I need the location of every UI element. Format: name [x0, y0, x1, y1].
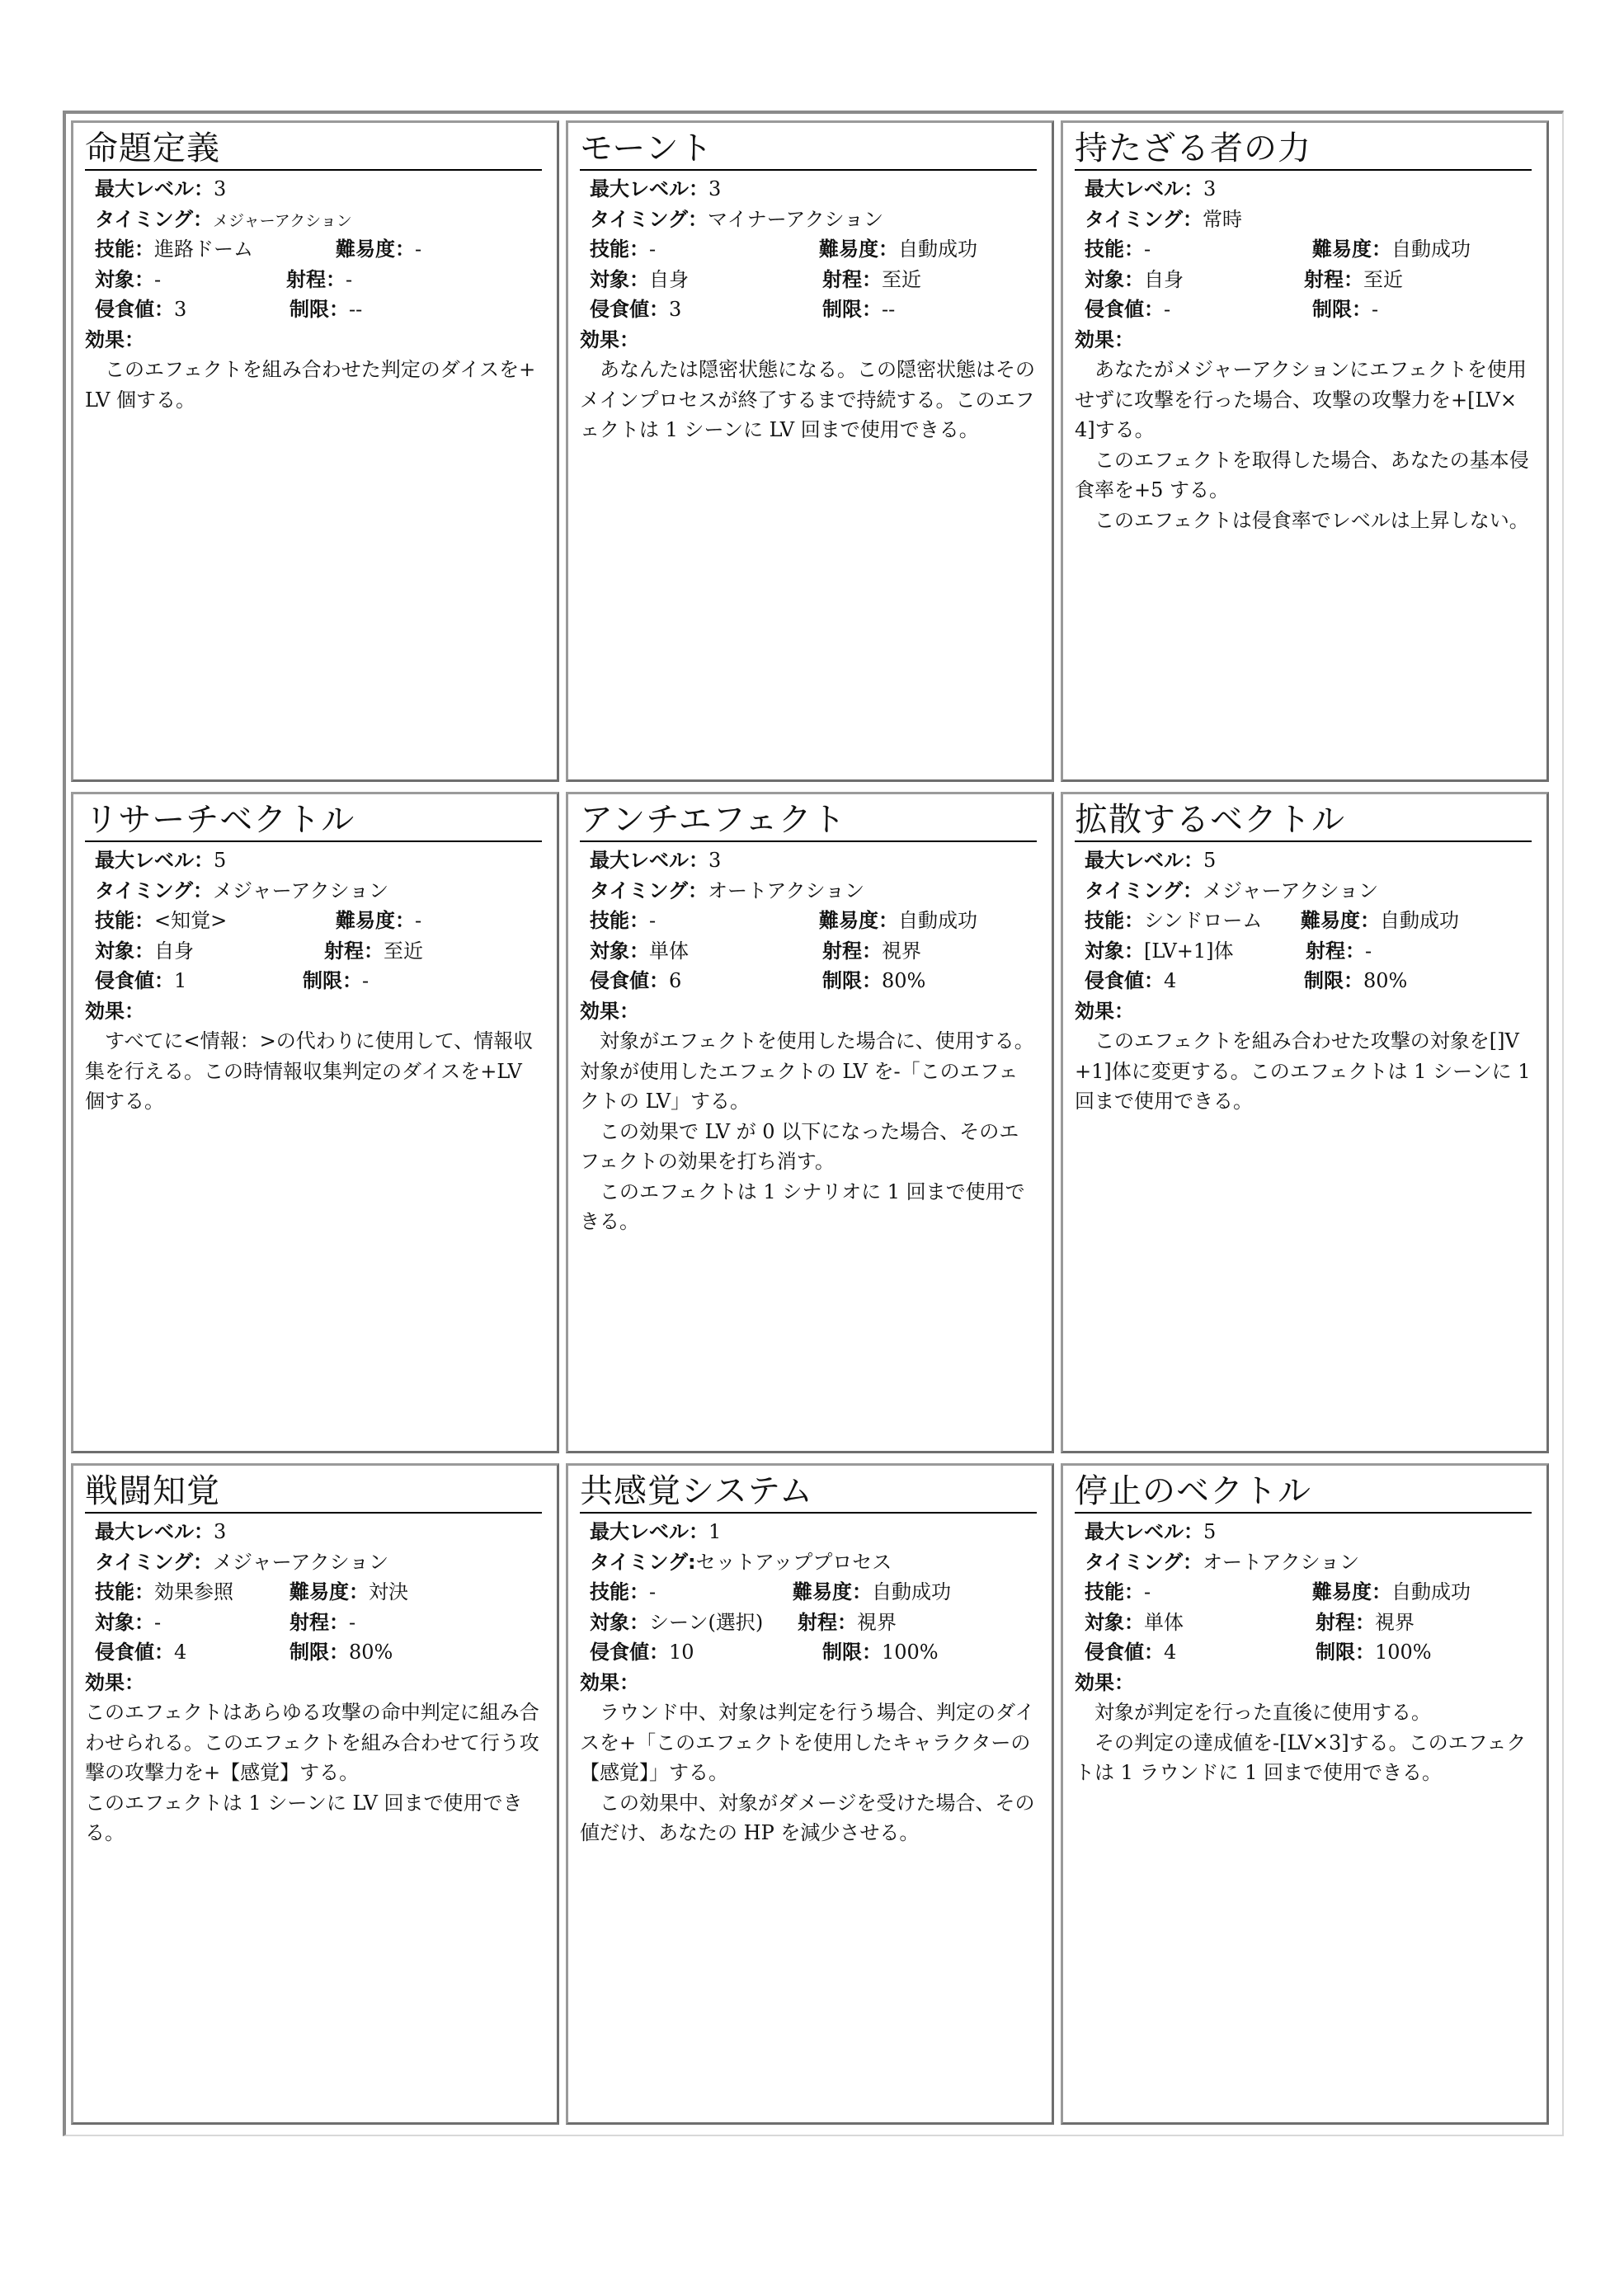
max-level-label: 最大レベル： [590, 177, 708, 200]
difficulty-label: 難易度： [336, 238, 415, 261]
difficulty-value: 自動成功 [898, 909, 977, 932]
stat-row-target [95, 265, 545, 295]
range-value: 至近 [1363, 267, 1403, 291]
range-value: 至近 [384, 939, 423, 963]
skill-label: 技能： [590, 909, 649, 932]
effect-text: このエフェクトはあらゆる攻撃の命中判定に組み合わせられる。このエフェクトを組み合わせて行う攻撃の攻撃力を+【感覚】する。 このエフェクトは 1 シーンに LV 回まで使用できる。 [85, 1701, 539, 1844]
max-level-label: 最大レベル： [590, 1520, 708, 1543]
card-stats [85, 1517, 545, 1668]
target-value: 単体 [1144, 1610, 1184, 1634]
max-level-label: 最大レベル： [590, 849, 708, 872]
difficulty-value: 自動成功 [1391, 1580, 1471, 1603]
skill-value: - [1144, 1580, 1151, 1603]
card-stats [580, 845, 1040, 996]
effect-text: あなたがメジャーアクションにエフェクトを使用せずに攻撃を行った場合、攻撃の攻撃力を+[LV×4]する。 このエフェクトを取得した場合、あなたの基本侵食率を+5 する。 このエフェクトは侵食率でレベルは上昇しない。 [1075, 358, 1529, 532]
effect-card [566, 1463, 1054, 2125]
erosion-value: 4 [174, 1641, 187, 1664]
effect-label: 効果： [1075, 1670, 1134, 1694]
stat-row-max-level [1085, 1517, 1535, 1547]
card-title: 戦闘知覚 [85, 1471, 542, 1514]
stat-row-skill [1085, 234, 1535, 265]
difficulty-label: 難易度： [336, 909, 415, 932]
effect-text: ラウンド中、対象は判定を行う場合、判定のダイスを+「このエフェクトを使用したキャラクターの【感覚】」する。 この効果中、対象がダメージを受けた場合、その値だけ、あなたの HP を減少させる。 [580, 1701, 1035, 1844]
limit-value: 80% [1363, 969, 1408, 992]
range-value: - [349, 1610, 356, 1634]
target-value: [LV+1]体 [1144, 939, 1234, 963]
card-stats [85, 174, 545, 325]
timing-label: タイミング： [95, 1550, 214, 1574]
skill-value: 進路ドーム [154, 238, 253, 261]
range-label: 射程： [1304, 267, 1363, 291]
range-value: 至近 [882, 267, 921, 291]
erosion-value: 3 [174, 298, 187, 321]
stat-row-target [1085, 265, 1535, 295]
max-level-value: 3 [1203, 177, 1217, 200]
effect-card [1061, 1463, 1549, 2125]
target-label: 対象： [95, 1610, 154, 1634]
stat-row-timing [1085, 876, 1535, 906]
card-stats [1075, 1517, 1535, 1668]
skill-value: - [649, 909, 657, 932]
difficulty-label: 難易度： [793, 1580, 872, 1603]
stat-row-max-level [95, 174, 545, 205]
erosion-value: 4 [1164, 969, 1177, 992]
erosion-value: 4 [1164, 1641, 1177, 1664]
skill-value: - [649, 1580, 657, 1603]
skill-value: 効果参照 [154, 1580, 233, 1603]
limit-value: -- [349, 298, 363, 321]
stat-row-skill [590, 234, 1040, 265]
stat-row-timing [590, 876, 1040, 906]
effect-card-grid [71, 120, 1562, 2126]
stat-row-target [590, 936, 1040, 967]
max-level-label: 最大レベル： [1085, 177, 1203, 200]
timing-label: タイミング： [95, 878, 214, 902]
difficulty-label: 難易度： [289, 1580, 369, 1603]
card-title: 持たざる者の力 [1075, 128, 1532, 171]
limit-label: 制限： [822, 298, 882, 321]
stat-row-max-level [1085, 174, 1535, 205]
target-value: 自身 [649, 267, 689, 291]
card-stats [580, 174, 1040, 325]
timing-value: オートアクション [1203, 1550, 1360, 1574]
stat-row-erosion [590, 294, 1040, 325]
card-title: モーント [580, 128, 1037, 171]
target-value: - [154, 1610, 162, 1634]
limit-value: -- [882, 298, 896, 321]
limit-value: - [362, 969, 370, 992]
effect-label: 効果： [580, 1670, 639, 1694]
stat-row-max-level [590, 174, 1040, 205]
max-level-value: 1 [708, 1520, 722, 1543]
limit-label: 制限： [1312, 298, 1372, 321]
card-title: リサーチベクトル [85, 799, 542, 842]
difficulty-value: - [415, 909, 422, 932]
target-value: 自身 [1144, 267, 1184, 291]
erosion-value: 6 [669, 969, 682, 992]
max-level-value: 5 [214, 849, 227, 872]
max-level-value: 3 [214, 177, 227, 200]
stat-row-timing [590, 205, 1040, 235]
max-level-label: 最大レベル： [95, 177, 214, 200]
stat-row-max-level [95, 845, 545, 876]
erosion-label: 侵食値： [1085, 969, 1164, 992]
erosion-label: 侵食値： [95, 969, 174, 992]
card-title: 命題定義 [85, 128, 542, 171]
erosion-label: 侵食値： [95, 1641, 174, 1664]
card-stats [1075, 845, 1535, 996]
card-stats [85, 845, 545, 996]
timing-value: メジャーアクション [1203, 878, 1379, 902]
target-label: 対象： [590, 939, 649, 963]
erosion-label: 侵食値： [590, 969, 669, 992]
limit-label: 制限： [1304, 969, 1363, 992]
range-label: 射程： [289, 1610, 349, 1634]
limit-label: 制限： [822, 969, 882, 992]
skill-label: 技能： [1085, 238, 1144, 261]
stat-row-max-level [1085, 845, 1535, 876]
difficulty-label: 難易度： [819, 238, 898, 261]
effect-text: あなんたは隠密状態になる。この隠密状態はそのメインプロセスが終了するまで持続する。このエフェクトは 1 シーンに LV 回まで使用できる。 [580, 358, 1035, 441]
erosion-label: 侵食値： [590, 298, 669, 321]
stat-row-target [1085, 1608, 1535, 1638]
effect-card [566, 792, 1054, 1453]
stat-row-skill [95, 234, 545, 265]
effect-text: 対象がエフェクトを使用した場合に、使用する。 対象が使用したエフェクトの LV を-「このエフェクトの LV」する。 この効果で LV が 0 以下になった場合、そのエフェクトの効果を打ち消す。 このエフェクトは 1 シナリオに 1 回まで使用できる。 [580, 1029, 1025, 1233]
target-label: 対象： [95, 267, 154, 291]
timing-value: オートアクション [708, 878, 865, 902]
stat-row-erosion [95, 294, 545, 325]
difficulty-value: 自動成功 [1380, 909, 1459, 932]
timing-label: タイミング： [1085, 1550, 1203, 1574]
erosion-label: 侵食値： [95, 298, 174, 321]
stat-row-erosion [1085, 1637, 1535, 1668]
range-label: 射程： [324, 939, 384, 963]
limit-label: 制限： [822, 1641, 882, 1664]
timing-value: マイナーアクション [708, 207, 884, 231]
stat-row-skill [590, 906, 1040, 936]
stat-row-max-level [590, 1517, 1040, 1547]
skill-label: 技能： [590, 238, 649, 261]
effect-card [566, 120, 1054, 782]
skill-value: <知覚> [154, 909, 228, 932]
erosion-value: 1 [174, 969, 187, 992]
effect-label: 効果： [1075, 999, 1134, 1023]
difficulty-label: 難易度： [1312, 238, 1391, 261]
target-value: - [154, 267, 162, 291]
effect-label: 効果： [580, 999, 639, 1023]
skill-value: - [1144, 238, 1151, 261]
target-value: 単体 [649, 939, 689, 963]
stat-row-skill [590, 1577, 1040, 1608]
effect-card [71, 120, 559, 782]
stat-row-timing [95, 876, 545, 906]
card-title: 共感覚システム [580, 1471, 1037, 1514]
stat-row-skill [1085, 1577, 1535, 1608]
target-label: 対象： [1085, 267, 1144, 291]
card-title: アンチエフェクト [580, 799, 1037, 842]
erosion-label: 侵食値： [1085, 298, 1164, 321]
difficulty-value: 自動成功 [898, 238, 977, 261]
timing-label: タイミング： [95, 207, 214, 231]
effect-card [71, 792, 559, 1453]
range-value: 視界 [1375, 1610, 1415, 1634]
stat-row-erosion [590, 1637, 1040, 1668]
timing-label: タイミング： [1085, 878, 1203, 902]
range-label: 射程： [798, 1610, 857, 1634]
stat-row-max-level [95, 1517, 545, 1547]
range-label: 射程： [822, 267, 882, 291]
stat-row-skill [1085, 906, 1535, 936]
target-label: 対象： [1085, 1610, 1144, 1634]
erosion-label: 侵食値： [1085, 1641, 1164, 1664]
stat-row-max-level [590, 845, 1040, 876]
range-label: 射程： [822, 939, 882, 963]
effect-card-sheet [63, 111, 1564, 2136]
stat-row-erosion [1085, 966, 1535, 996]
effect-text: すべてに<情報：>の代わりに使用して、情報収集を行える。この時情報収集判定のダイスを+LV 個する。 [85, 1029, 534, 1113]
effect-label: 効果： [85, 327, 144, 351]
limit-value: 80% [882, 969, 926, 992]
erosion-value: 3 [669, 298, 682, 321]
effect-label: 効果： [1075, 327, 1134, 351]
difficulty-value: 対決 [369, 1580, 408, 1603]
difficulty-value: 自動成功 [872, 1580, 951, 1603]
max-level-label: 最大レベル： [95, 849, 214, 872]
skill-label: 技能： [95, 1580, 154, 1603]
timing-value: メジャーアクション [213, 878, 389, 902]
limit-label: 制限： [289, 298, 349, 321]
stat-row-timing [95, 205, 545, 235]
skill-label: 技能： [1085, 909, 1144, 932]
stat-row-erosion [95, 1637, 545, 1668]
effect-text: 対象が判定を行った直後に使用する。 その判定の達成値を-[LV×3]する。このエフェクトは 1 ラウンドに 1 回まで使用できる。 [1075, 1701, 1527, 1784]
effect-text: このエフェクトを組み合わせた判定のダイスを+LV 個する。 [85, 358, 536, 412]
stat-row-target [590, 265, 1040, 295]
effect-label: 効果： [580, 327, 639, 351]
stat-row-timing [95, 1547, 545, 1578]
stat-row-target [590, 1608, 1040, 1638]
timing-value: セットアッププロセス [695, 1550, 892, 1574]
stat-row-target [95, 936, 545, 967]
limit-label: 制限： [303, 969, 362, 992]
limit-label: 制限： [289, 1641, 349, 1664]
target-value: シーン(選択) [649, 1610, 764, 1634]
range-label: 射程： [286, 267, 346, 291]
timing-value: メジャーアクション [213, 1550, 389, 1574]
erosion-value: - [1164, 298, 1171, 321]
max-level-label: 最大レベル： [1085, 1520, 1203, 1543]
effect-card [1061, 120, 1549, 782]
difficulty-value: 自動成功 [1391, 238, 1471, 261]
card-stats [1075, 174, 1535, 325]
range-label: 射程： [1316, 1610, 1375, 1634]
max-level-value: 5 [1203, 1520, 1217, 1543]
limit-value: 100% [1375, 1641, 1432, 1664]
effect-card [1061, 792, 1549, 1453]
max-level-value: 3 [708, 177, 722, 200]
stat-row-timing [590, 1547, 1040, 1578]
range-value: 視界 [857, 1610, 897, 1634]
limit-value: 80% [349, 1641, 393, 1664]
stat-row-erosion [590, 966, 1040, 996]
max-level-value: 3 [214, 1520, 227, 1543]
max-level-value: 3 [708, 849, 722, 872]
range-value: - [1365, 939, 1372, 963]
erosion-label: 侵食値： [590, 1641, 669, 1664]
stat-row-timing [1085, 1547, 1535, 1578]
range-label: 射程： [1306, 939, 1365, 963]
effect-text: このエフェクトを組み合わせた攻撃の対象を[]V+1]体に変更する。このエフェクトは 1 シーンに 1 回まで使用できる。 [1075, 1029, 1537, 1113]
max-level-value: 5 [1203, 849, 1217, 872]
target-value: 自身 [154, 939, 194, 963]
max-level-label: 最大レベル： [95, 1520, 214, 1543]
difficulty-value: - [415, 238, 422, 261]
card-stats [580, 1517, 1040, 1668]
stat-row-target [1085, 936, 1535, 967]
range-value: - [346, 267, 353, 291]
card-title: 拡散するベクトル [1075, 799, 1532, 842]
timing-label: タイミング： [1085, 207, 1203, 231]
limit-label: 制限： [1316, 1641, 1375, 1664]
skill-label: 技能： [95, 238, 154, 261]
skill-label: 技能： [95, 909, 154, 932]
stat-row-erosion [1085, 294, 1535, 325]
difficulty-label: 難易度： [819, 909, 898, 932]
timing-label: タイミング： [590, 878, 708, 902]
skill-label: 技能： [590, 1580, 649, 1603]
limit-value: - [1372, 298, 1379, 321]
stat-row-target [95, 1608, 545, 1638]
difficulty-label: 難易度： [1301, 909, 1380, 932]
effect-label: 効果： [85, 1670, 144, 1694]
target-label: 対象： [95, 939, 154, 963]
max-level-label: 最大レベル： [1085, 849, 1203, 872]
difficulty-label: 難易度： [1312, 1580, 1391, 1603]
target-label: 対象： [1085, 939, 1144, 963]
limit-value: 100% [882, 1641, 939, 1664]
range-value: 視界 [882, 939, 921, 963]
timing-label: タイミング: [590, 1550, 696, 1574]
stat-row-erosion [95, 966, 545, 996]
skill-value: - [649, 238, 657, 261]
stat-row-skill [95, 906, 545, 936]
stat-row-skill [95, 1577, 545, 1608]
effect-card [71, 1463, 559, 2125]
skill-label: 技能： [1085, 1580, 1144, 1603]
timing-label: タイミング： [590, 207, 708, 231]
timing-value: 常時 [1203, 207, 1243, 231]
target-label: 対象： [590, 1610, 649, 1634]
effect-label: 効果： [85, 999, 144, 1023]
timing-value: メジャーアクション [213, 211, 352, 230]
erosion-value: 10 [669, 1641, 694, 1664]
stat-row-timing [1085, 205, 1535, 235]
card-title: 停止のベクトル [1075, 1471, 1532, 1514]
skill-value: シンドローム [1144, 909, 1263, 932]
target-label: 対象： [590, 267, 649, 291]
